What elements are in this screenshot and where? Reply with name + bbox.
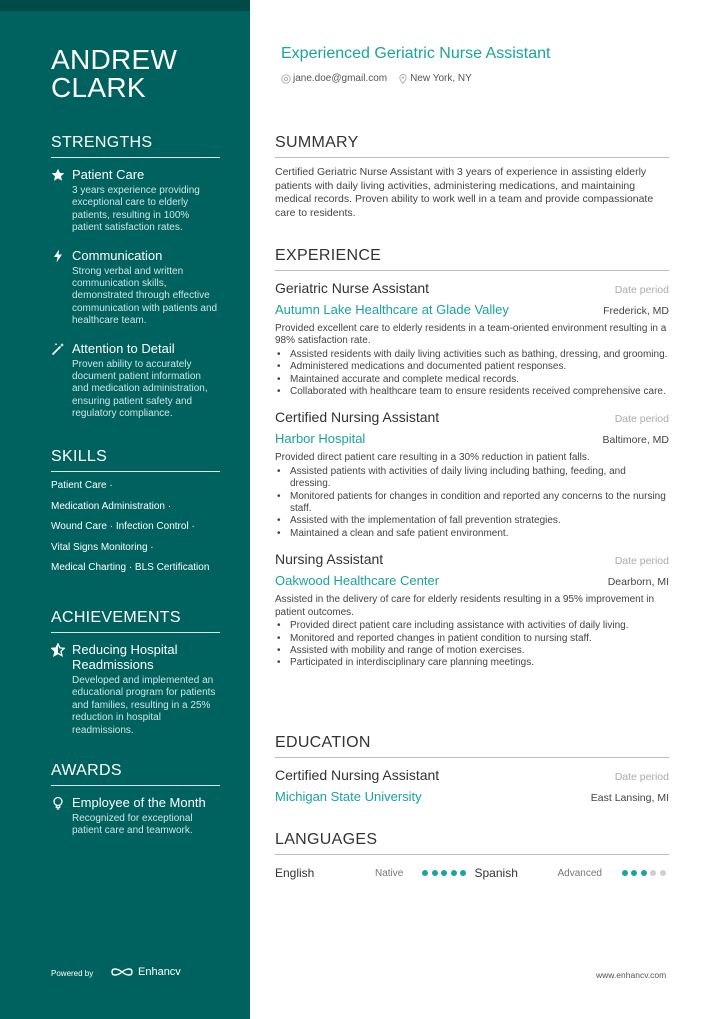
job-title: Certified Nursing Assistant <box>275 409 440 426</box>
awards-heading: AWARDS <box>51 762 220 786</box>
last-name: CLARK <box>51 72 146 103</box>
proficiency-dot-filled <box>432 870 438 876</box>
list-item: • Monitored patients for changes in condition and reported any concerns to the nursing staff. <box>275 491 669 516</box>
contact-info <box>281 73 483 84</box>
infinity-logo-icon <box>110 966 134 978</box>
job-company: Autumn Lake Healthcare at Glade Valley <box>275 302 509 317</box>
list-item: • Maintained a clean and safe patient environment. <box>275 528 669 540</box>
job-description: Assisted in the delivery of care for elderly residents resulting in a 95% improvement in patient outcomes. <box>275 594 655 618</box>
skills-list <box>51 480 220 574</box>
job-entry <box>275 280 669 398</box>
job-date: Date period <box>614 284 669 296</box>
language-name: English <box>275 866 315 880</box>
language-level: Native <box>375 867 404 879</box>
achievement-title: Reducing Hospital Readmissions <box>72 642 178 672</box>
job-company: Oakwood Healthcare Center <box>275 573 440 589</box>
job-description: Provided direct patient care resulting in a 30% reduction in patient falls. <box>275 452 590 464</box>
strength-item <box>51 248 220 328</box>
candidate-name <box>51 46 177 102</box>
location-pin-icon <box>398 74 408 84</box>
achievement-desc: Developed and implemented an educational program for patients and families, resulting in a 25% reduction in hospital readmissions. <box>72 675 216 736</box>
brand-name: Enhancv <box>138 966 181 978</box>
summary-text: Certified Geriatric Nurse Assistant with 3 years of experience in assisting elderly patients with daily living activities, administering medications, and maintaining medical records. Proven ability to work well in a team and provide compassionate care to residents. <box>275 166 654 220</box>
experience-section <box>275 247 669 670</box>
powered-by-label: Powered by <box>51 969 94 978</box>
school-name: Michigan State University <box>275 789 422 804</box>
job-location: Baltimore, MD <box>602 434 669 447</box>
list-item: • Participated in interdisciplinary care planning meetings. <box>275 657 669 669</box>
summary-section <box>275 134 669 221</box>
magic-wand-icon <box>51 342 65 356</box>
skill-line: Medical Charting · BLS Certification <box>51 562 210 574</box>
education-entry <box>275 767 669 804</box>
star-icon <box>51 168 65 182</box>
list-item: • Collaborated with healthcare team to ensure residents received comprehensive care. <box>275 386 669 398</box>
list-item: • Provided direct patient care including assistance with activities of daily living. <box>275 620 669 632</box>
job-location: Frederick, MD <box>603 305 669 317</box>
job-entry <box>275 409 669 540</box>
skills-section <box>51 448 220 583</box>
list-item: • Assisted patients with activities of daily living including bathing, feeding, and dressing. <box>275 466 669 491</box>
job-bullets <box>275 349 669 399</box>
job-bullets <box>275 466 669 540</box>
job-company: Harbor Hospital <box>275 431 366 447</box>
proficiency-dot-filled <box>422 870 428 876</box>
sidebar <box>0 0 250 1019</box>
lightbulb-icon <box>51 796 65 810</box>
at-icon <box>281 74 291 84</box>
skill-line: Patient Care · <box>51 480 113 491</box>
language-item <box>275 866 475 880</box>
proficiency-dot-filled <box>441 870 447 876</box>
awards-section <box>51 762 220 838</box>
list-item: • Assisted with the implementation of fall prevention strategies. <box>275 515 669 527</box>
skill-line: Medication Administration · <box>51 500 172 512</box>
award-item <box>51 795 220 838</box>
job-title: Nursing Assistant <box>275 551 384 568</box>
proficiency-dot-filled <box>460 870 466 876</box>
star-outline-icon <box>51 643 65 657</box>
job-date: Date period <box>614 413 669 426</box>
job-bullets <box>275 620 669 670</box>
headline: Experienced Geriatric Nurse Assistant <box>281 45 551 62</box>
proficiency-dot-filled <box>451 870 457 876</box>
award-title: Employee of the Month <box>72 795 206 810</box>
lightning-icon <box>51 249 65 263</box>
achievement-item <box>51 642 220 737</box>
summary-heading: SUMMARY <box>275 134 669 158</box>
job-date: Date period <box>614 555 669 568</box>
languages-section <box>275 831 669 880</box>
skill-line: Wound Care · Infection Control · <box>51 521 195 533</box>
education-section <box>275 734 669 804</box>
education-date: Date period <box>614 771 669 783</box>
proficiency-dots <box>622 870 670 876</box>
footer-url[interactable]: www.enhancv.com <box>596 970 667 980</box>
job-description: Provided excellent care to elderly residents in a team-oriented environment resulting in a 98% satisfaction rate. <box>275 323 667 347</box>
languages-heading: LANGUAGES <box>275 831 669 855</box>
list-item: • Assisted residents with daily living activities such as bathing, dressing, and grooming. <box>275 349 669 361</box>
proficiency-dot-filled <box>641 870 647 876</box>
location-text: New York, NY <box>410 73 472 84</box>
proficiency-dots <box>422 870 470 876</box>
email-text: jane.doe@gmail.com <box>293 73 388 84</box>
strength-item <box>51 341 220 421</box>
degree-title: Certified Nursing Assistant <box>275 767 440 783</box>
skill-line: Vital Signs Monitoring · <box>51 541 154 553</box>
job-title: Geriatric Nurse Assistant <box>275 280 430 296</box>
proficiency-dot-empty <box>660 870 666 876</box>
achievements-heading: ACHIEVEMENTS <box>51 609 220 633</box>
strength-desc: Proven ability to accurately document patient information and medication administration, ensuring patient safety and regulatory compliance. <box>72 358 208 420</box>
languages-row <box>275 866 669 880</box>
strength-title: Patient Care <box>72 167 145 182</box>
language-item <box>475 866 670 880</box>
list-item: • Assisted with mobility and range of motion exercises. <box>275 645 669 657</box>
list-item: • Administered medications and documented patient responses. <box>275 361 669 373</box>
proficiency-dot-empty <box>650 870 656 876</box>
achievements-section <box>51 609 220 737</box>
strengths-heading: STRENGTHS <box>51 134 220 158</box>
award-desc: Recognized for exceptional patient care and teamwork. <box>72 813 193 837</box>
language-level: Advanced <box>557 867 602 879</box>
language-name: Spanish <box>474 866 518 880</box>
proficiency-dot-filled <box>631 870 637 876</box>
strength-title: Attention to Detail <box>72 340 175 356</box>
sidebar-top-bar <box>0 0 250 11</box>
education-heading: EDUCATION <box>275 734 669 758</box>
job-entry <box>275 551 669 669</box>
proficiency-dot-filled <box>622 870 628 876</box>
list-item: • Maintained accurate and complete medical records. <box>275 374 669 386</box>
strengths-section <box>51 134 220 421</box>
strength-desc: Strong verbal and written communication skills, demonstrated through effective communication with patients and healthcare team. <box>72 265 218 327</box>
job-location: Dearborn, MI <box>607 576 669 589</box>
brand-logo[interactable] <box>110 966 181 978</box>
skills-heading: SKILLS <box>51 448 220 472</box>
school-location: East Lansing, MI <box>590 792 669 804</box>
contact-email[interactable] <box>281 73 387 84</box>
list-item: • Monitored and reported changes in patient condition to nursing staff. <box>275 633 669 645</box>
experience-heading: EXPERIENCE <box>275 247 669 271</box>
contact-location <box>398 73 472 84</box>
strength-desc: 3 years experience providing exceptional care to elderly patients, resulting in 100% patient satisfaction rates. <box>72 185 200 234</box>
strength-item <box>51 167 220 235</box>
strength-title: Communication <box>72 247 163 263</box>
first-name: ANDREW <box>51 44 178 75</box>
